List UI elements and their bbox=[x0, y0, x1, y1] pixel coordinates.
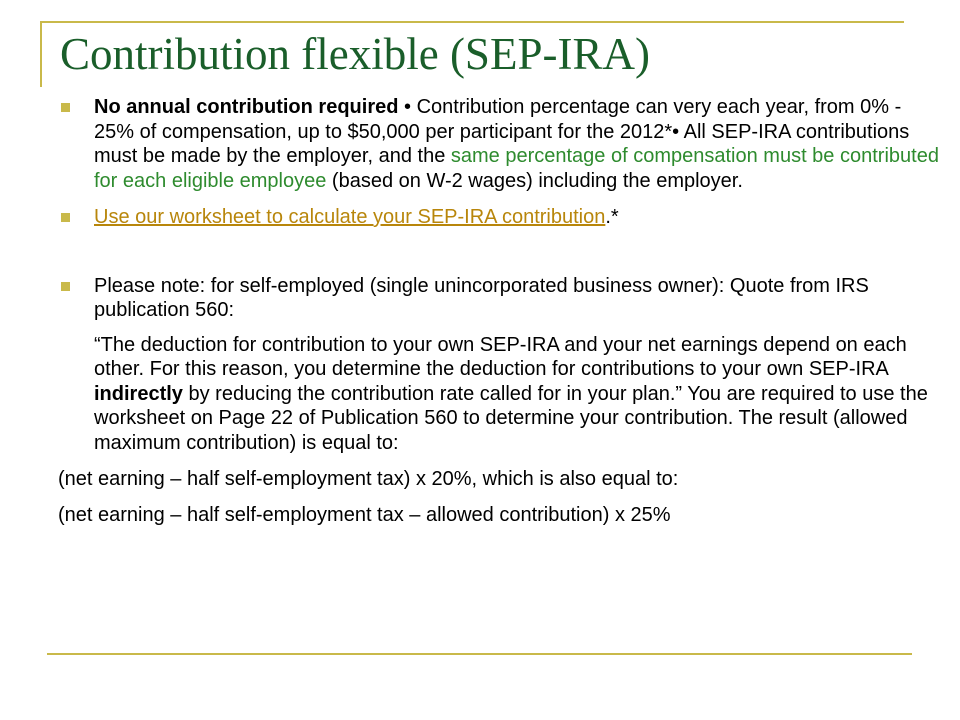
bullet1-text bbox=[94, 96, 939, 192]
bullet-worksheet-link bbox=[58, 205, 942, 230]
bullet-please-note bbox=[58, 274, 942, 323]
bullet2-suffix: .* bbox=[605, 206, 619, 228]
top-rule bbox=[40, 21, 904, 23]
bullet1-text-b: (based on W-2 wages) including the employer. bbox=[326, 169, 743, 192]
formula-line-1: (net earning – half self-employment tax) x 20%, which is also equal to: bbox=[58, 468, 679, 490]
bullet3-text: Please note: for self-employed (single unincorporated business owner): Quote from IRS publication 560: bbox=[94, 274, 869, 321]
quote-bold: indirectly bbox=[94, 382, 183, 405]
bullet-contribution-rules bbox=[58, 95, 942, 193]
bold-lead: No annual contribution required bbox=[94, 96, 399, 118]
bullet-square-icon bbox=[61, 103, 70, 112]
slide-body bbox=[58, 95, 942, 538]
green-highlight: same percentage of compensation must be contributed for each eligible employee bbox=[94, 145, 939, 192]
formula-line-2: (net earning – half self-employment tax – allowed contribution) x 25% bbox=[58, 503, 671, 526]
irs-quote bbox=[58, 333, 942, 456]
bullet-square-icon bbox=[61, 213, 70, 222]
left-rule bbox=[40, 21, 42, 87]
bullet-square-icon bbox=[61, 282, 70, 291]
slide-title: Contribution flexible (SEP-IRA) bbox=[60, 29, 650, 79]
bullet2-text bbox=[94, 206, 619, 228]
quote-text-b: by reducing the contribution rate called for in your plan.” You are required to use the worksheet on Page 22 of Publication 560 to determine your contribution. The result (allowed maximum contribution) is equal to: bbox=[94, 382, 928, 454]
bullet1-text-a: • Contribution percentage can very each year, from 0% - 25% of compensation, up to $50,000 per participant for the 2012*• All SEP-IRA contributions must be made by the employer, and the bbox=[94, 96, 910, 167]
quote-text-a: “The deduction for contribution to your own SEP-IRA and your net earnings depend on each other. For this reason, you determine the deduction for contributions to your own SEP-IRA bbox=[94, 333, 907, 380]
worksheet-link[interactable]: Use our worksheet to calculate your SEP-IRA contribution bbox=[94, 206, 606, 228]
bottom-rule bbox=[47, 653, 912, 655]
